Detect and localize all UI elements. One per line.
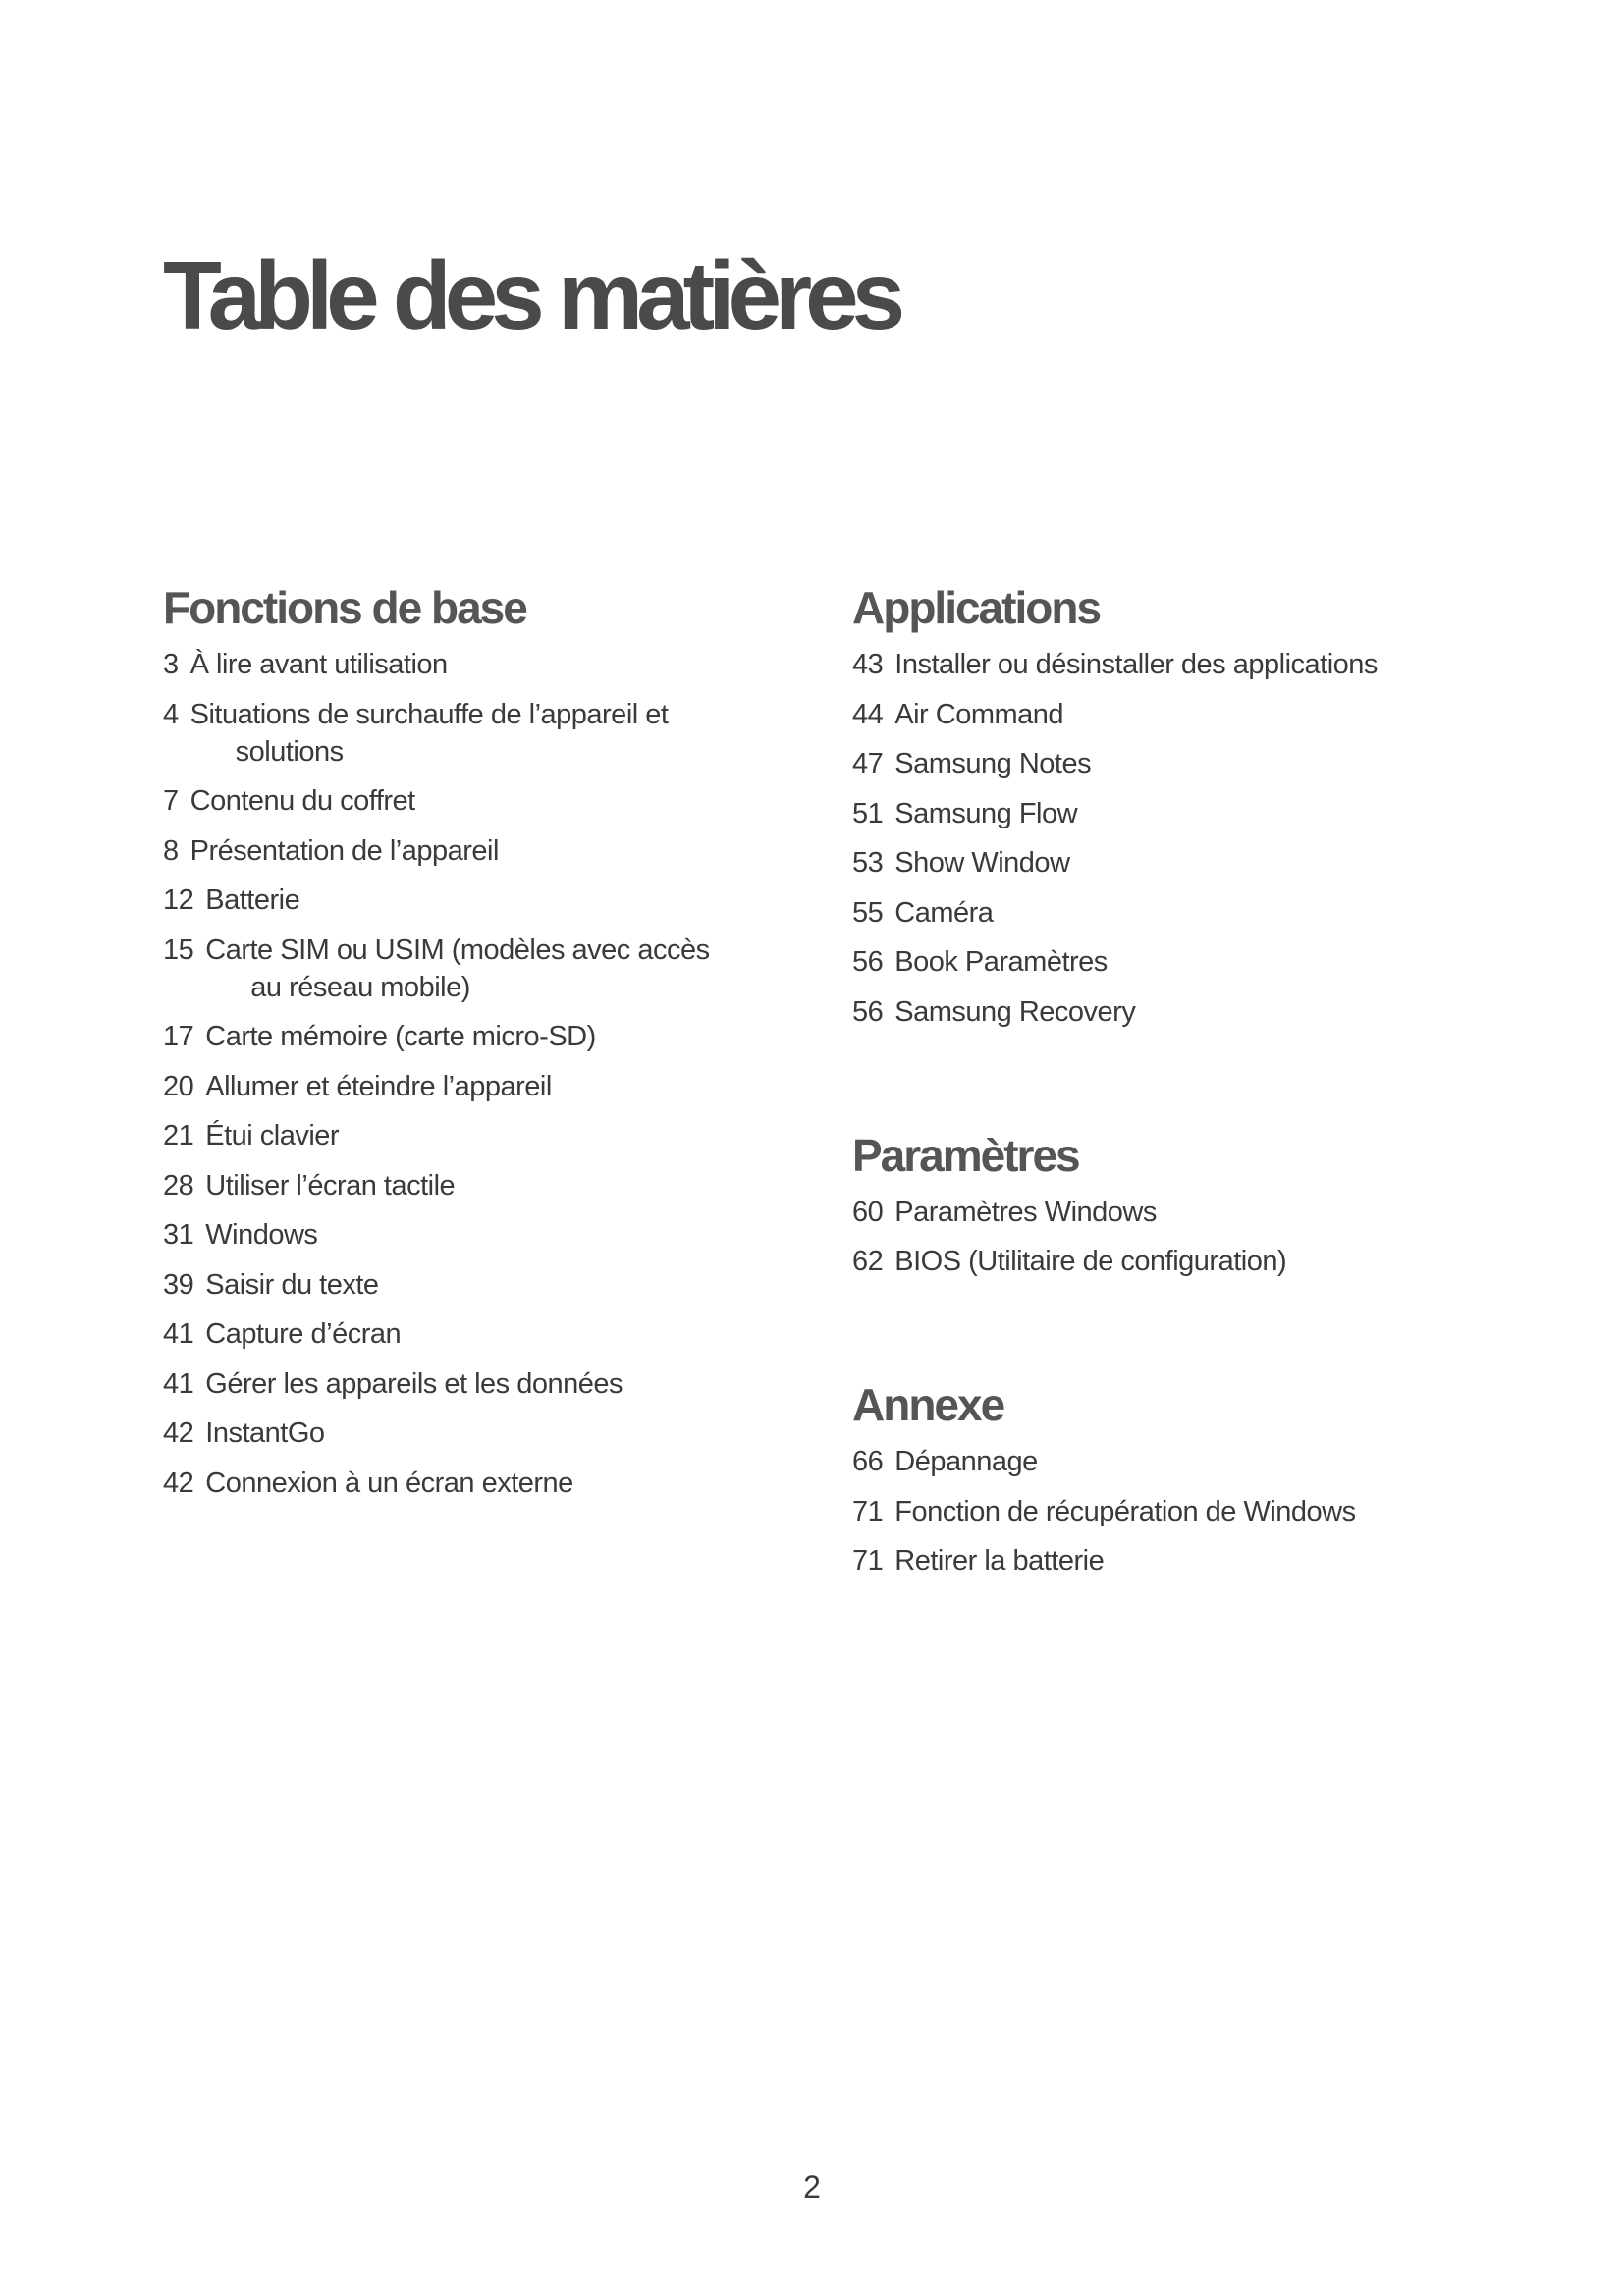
toc-entry-label: Capture d’écran bbox=[205, 1318, 402, 1350]
toc-page-number: 3 bbox=[163, 649, 179, 680]
toc-entry-label: Dépannage bbox=[894, 1446, 1038, 1477]
toc-entry-label: Windows bbox=[205, 1219, 318, 1251]
toc-entry-label-continuation: au réseau mobile) bbox=[250, 971, 470, 1003]
section-annexe bbox=[852, 1376, 1500, 1579]
toc-entry-label: Installer ou désinstaller des applications bbox=[894, 649, 1378, 680]
toc-entry-label: À lire avant utilisation bbox=[189, 649, 448, 680]
toc-page-number: 44 bbox=[852, 698, 884, 730]
toc-entry[interactable] bbox=[852, 1542, 1500, 1579]
section-parametres bbox=[852, 1127, 1500, 1281]
toc-entry[interactable] bbox=[163, 932, 791, 1006]
toc-page-number: 28 bbox=[163, 1169, 194, 1201]
toc-page-number: 55 bbox=[852, 896, 884, 929]
toc-page-number: 31 bbox=[163, 1219, 194, 1251]
toc-entry[interactable] bbox=[163, 1167, 791, 1204]
toc-page-number: 53 bbox=[852, 847, 884, 879]
toc-entry[interactable] bbox=[163, 832, 791, 870]
toc-entry-label: Présentation de l’appareil bbox=[189, 834, 499, 867]
toc-entry-label: Étui clavier bbox=[205, 1120, 340, 1151]
toc-entry-label-continuation: solutions bbox=[235, 735, 344, 768]
toc-right-column bbox=[852, 579, 1500, 1592]
toc-entry[interactable] bbox=[852, 993, 1500, 1031]
toc-page-number: 17 bbox=[163, 1021, 194, 1052]
toc-entry[interactable] bbox=[163, 1465, 791, 1502]
toc-entry-label: Paramètres Windows bbox=[894, 1196, 1157, 1228]
toc-entry[interactable] bbox=[163, 1365, 791, 1403]
toc-entry-label: BIOS (Utilitaire de configuration) bbox=[894, 1246, 1287, 1277]
toc-entry[interactable] bbox=[163, 1415, 791, 1452]
toc-entry[interactable] bbox=[852, 1243, 1500, 1280]
toc-page-number: 71 bbox=[852, 1495, 884, 1527]
toc-page-number: 71 bbox=[852, 1545, 884, 1576]
toc-page-number: 56 bbox=[852, 946, 884, 978]
toc-entry-label: Saisir du texte bbox=[205, 1268, 379, 1301]
toc-entry-label: Gérer les appareils et les données bbox=[205, 1367, 623, 1400]
toc-entry[interactable] bbox=[163, 1315, 791, 1353]
toc-page-number: 8 bbox=[163, 834, 179, 867]
toc-entry-label: Allumer et éteindre l’appareil bbox=[205, 1070, 552, 1102]
toc-entry[interactable] bbox=[163, 881, 791, 919]
toc-entry[interactable] bbox=[852, 696, 1500, 733]
toc-page-number: 62 bbox=[852, 1246, 884, 1277]
section-fonctions-de-base bbox=[163, 579, 791, 1502]
toc-list-fonctions bbox=[163, 646, 791, 1502]
toc-entry-label-line: Situations de surchauffe de l’appareil et bbox=[189, 698, 669, 730]
toc-entry-label: Samsung Flow bbox=[894, 797, 1078, 829]
toc-entry-label: Utiliser l’écran tactile bbox=[205, 1169, 456, 1201]
toc-entry[interactable] bbox=[163, 1018, 791, 1055]
toc-page-number: 60 bbox=[852, 1196, 884, 1228]
toc-page-number: 20 bbox=[163, 1070, 194, 1102]
toc-entry[interactable] bbox=[852, 745, 1500, 782]
toc-entry-label: Carte mémoire (carte micro-SD) bbox=[205, 1021, 596, 1052]
toc-entry-label: InstantGo bbox=[205, 1417, 325, 1449]
toc-entry[interactable] bbox=[852, 844, 1500, 881]
toc-page-number: 42 bbox=[163, 1417, 194, 1449]
toc-entry-label bbox=[205, 932, 791, 1006]
toc-entry[interactable] bbox=[852, 646, 1500, 683]
toc-page-number: 66 bbox=[852, 1446, 884, 1477]
toc-page-number: 15 bbox=[163, 934, 194, 966]
toc-page-number: 21 bbox=[163, 1120, 194, 1151]
toc-page-number: 41 bbox=[163, 1318, 194, 1350]
toc-entry[interactable] bbox=[852, 1443, 1500, 1480]
toc-page-number: 42 bbox=[163, 1467, 194, 1499]
toc-entry-label: Samsung Recovery bbox=[894, 995, 1136, 1028]
toc-entry-label: Caméra bbox=[894, 896, 994, 929]
toc-entry-label: Batterie bbox=[205, 884, 300, 916]
toc-list-applications bbox=[852, 646, 1500, 1031]
toc-entry-label: Fonction de récupération de Windows bbox=[894, 1495, 1356, 1527]
toc-entry[interactable] bbox=[852, 943, 1500, 981]
toc-page-number: 47 bbox=[852, 748, 884, 779]
toc-entry-label: Contenu du coffret bbox=[189, 785, 415, 817]
toc-entry-label: Retirer la batterie bbox=[894, 1545, 1105, 1576]
section-applications bbox=[852, 579, 1500, 1031]
toc-entry[interactable] bbox=[163, 1068, 791, 1105]
toc-page-number: 7 bbox=[163, 785, 179, 817]
toc-entry[interactable] bbox=[852, 894, 1500, 932]
toc-entry-label: Connexion à un écran externe bbox=[205, 1467, 573, 1499]
toc-left-column bbox=[163, 579, 791, 1514]
toc-entry-label: Show Window bbox=[894, 847, 1070, 879]
toc-page-number: 39 bbox=[163, 1268, 194, 1301]
section-title-applications: Applications bbox=[852, 582, 1101, 633]
section-title-annexe: Annexe bbox=[852, 1379, 1004, 1430]
toc-page-number: 12 bbox=[163, 884, 194, 916]
page-number: 2 bbox=[803, 2169, 821, 2205]
toc-list-parametres bbox=[852, 1194, 1500, 1281]
toc-entry[interactable] bbox=[163, 646, 791, 683]
toc-page-number: 43 bbox=[852, 649, 884, 680]
toc-entry-label: Air Command bbox=[894, 698, 1064, 730]
toc-entry[interactable] bbox=[163, 696, 791, 771]
toc-entry-label-line: Carte SIM ou USIM (modèles avec accès bbox=[205, 934, 710, 966]
toc-page-number: 41 bbox=[163, 1367, 194, 1400]
toc-entry[interactable] bbox=[852, 795, 1500, 832]
toc-entry[interactable] bbox=[163, 1266, 791, 1304]
toc-page-number: 56 bbox=[852, 995, 884, 1028]
section-title-parametres: Paramètres bbox=[852, 1129, 1079, 1181]
toc-entry[interactable] bbox=[852, 1194, 1500, 1231]
toc-entry[interactable] bbox=[163, 1216, 791, 1254]
toc-entry-label: Samsung Notes bbox=[894, 748, 1092, 779]
page-title: Table des matières bbox=[163, 241, 899, 349]
toc-page-number: 51 bbox=[852, 797, 884, 829]
toc-entry[interactable] bbox=[852, 1493, 1500, 1530]
toc-list-annexe bbox=[852, 1443, 1500, 1579]
section-title-fonctions: Fonctions de base bbox=[163, 582, 526, 633]
toc-entry[interactable] bbox=[163, 1117, 791, 1154]
toc-entry-label: Book Paramètres bbox=[894, 946, 1108, 978]
toc-page-number: 4 bbox=[163, 698, 179, 730]
toc-entry-label bbox=[190, 696, 791, 771]
toc-entry[interactable] bbox=[163, 782, 791, 820]
